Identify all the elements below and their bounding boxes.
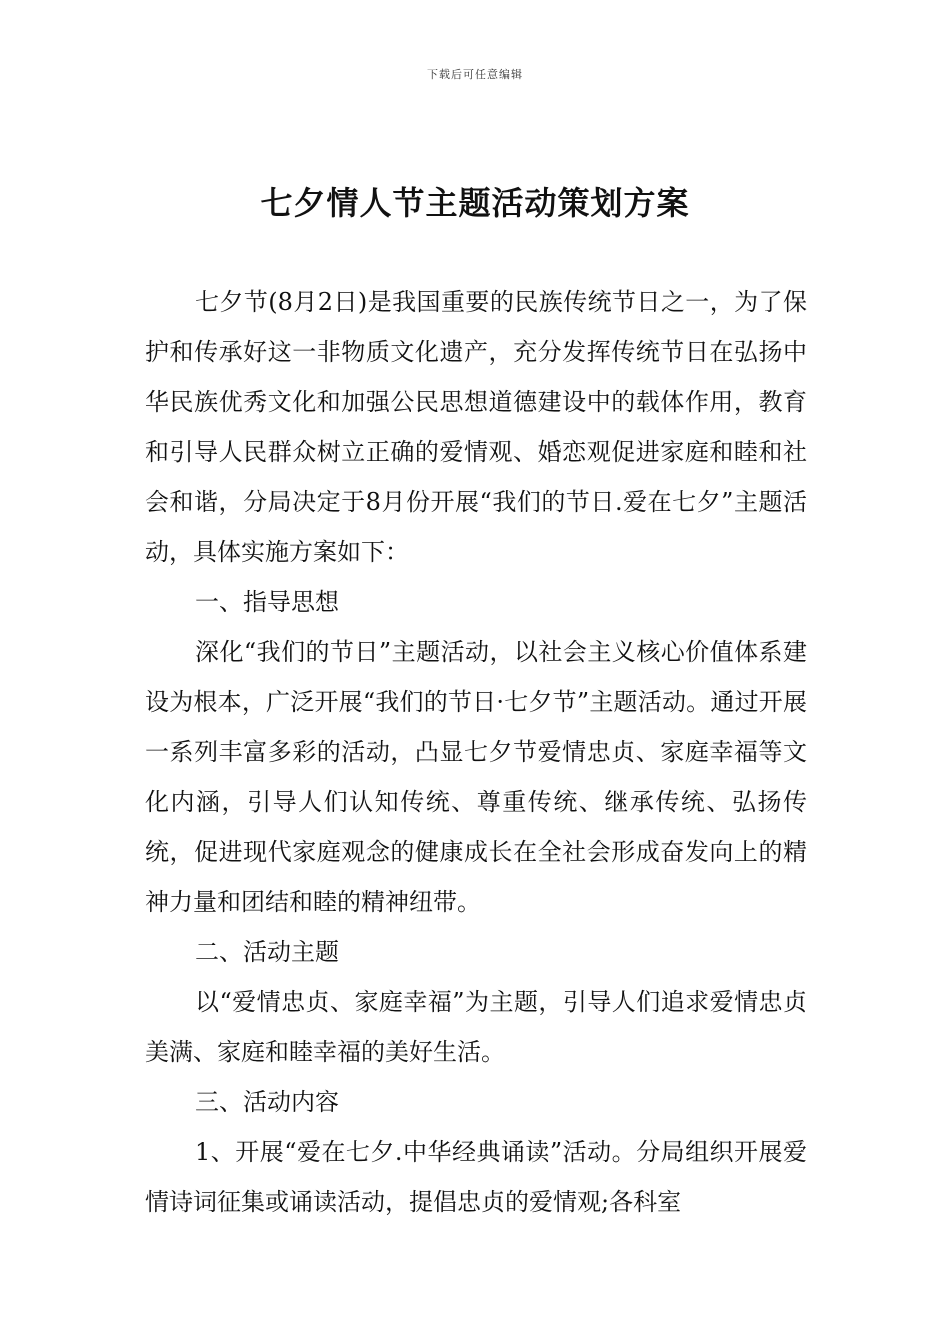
section-heading-activity-theme: 二、活动主题 [195,938,339,966]
section-heading-guiding-ideology: 一、指导思想 [195,588,339,616]
paragraph-activity-theme: 以“爱情忠贞、家庭幸福”为主题，引导人们追求爱情忠贞美满、家庭和睦幸福的美好生活。 [145,988,807,1066]
paragraph-activity-content-1: 1、开展“爱在七夕.中华经典诵读”活动。分局组织开展爱情诗词征集或诵读活动，提倡忠贞的爱情观;各科室 [145,1138,807,1216]
document-title: 七夕情人节主题活动策划方案 [260,184,690,222]
document-body [145,277,807,1227]
section-heading-activity-content: 三、活动内容 [195,1088,339,1116]
paragraph-guiding-ideology: 深化“我们的节日”主题活动，以社会主义核心价值体系建设为根本，广泛开展“我们的节日·七夕节”主题活动。通过开展一系列丰富多彩的活动，凸显七夕节爱情忠贞、家庭幸福等文化内涵，引导人们认知传统、尊重传统、继承传统、弘扬传统，促进现代家庭观念的健康成长在全社会形成奋发向上的精神力量和团结和睦的精神纽带。 [145,638,807,916]
header-note: 下载后可任意编辑 [427,68,523,81]
paragraph-intro: 七夕节(8月2日)是我国重要的民族传统节日之一，为了保护和传承好这一非物质文化遗产，充分发挥传统节日在弘扬中华民族优秀文化和加强公民思想道德建设中的载体作用，教育和引导人民群众树立正确的爱情观、婚恋观促进家庭和睦和社会和谐，分局决定于8月份开展“我们的节日.爱在七夕”主题活动，具体实施方案如下： [145,288,807,566]
